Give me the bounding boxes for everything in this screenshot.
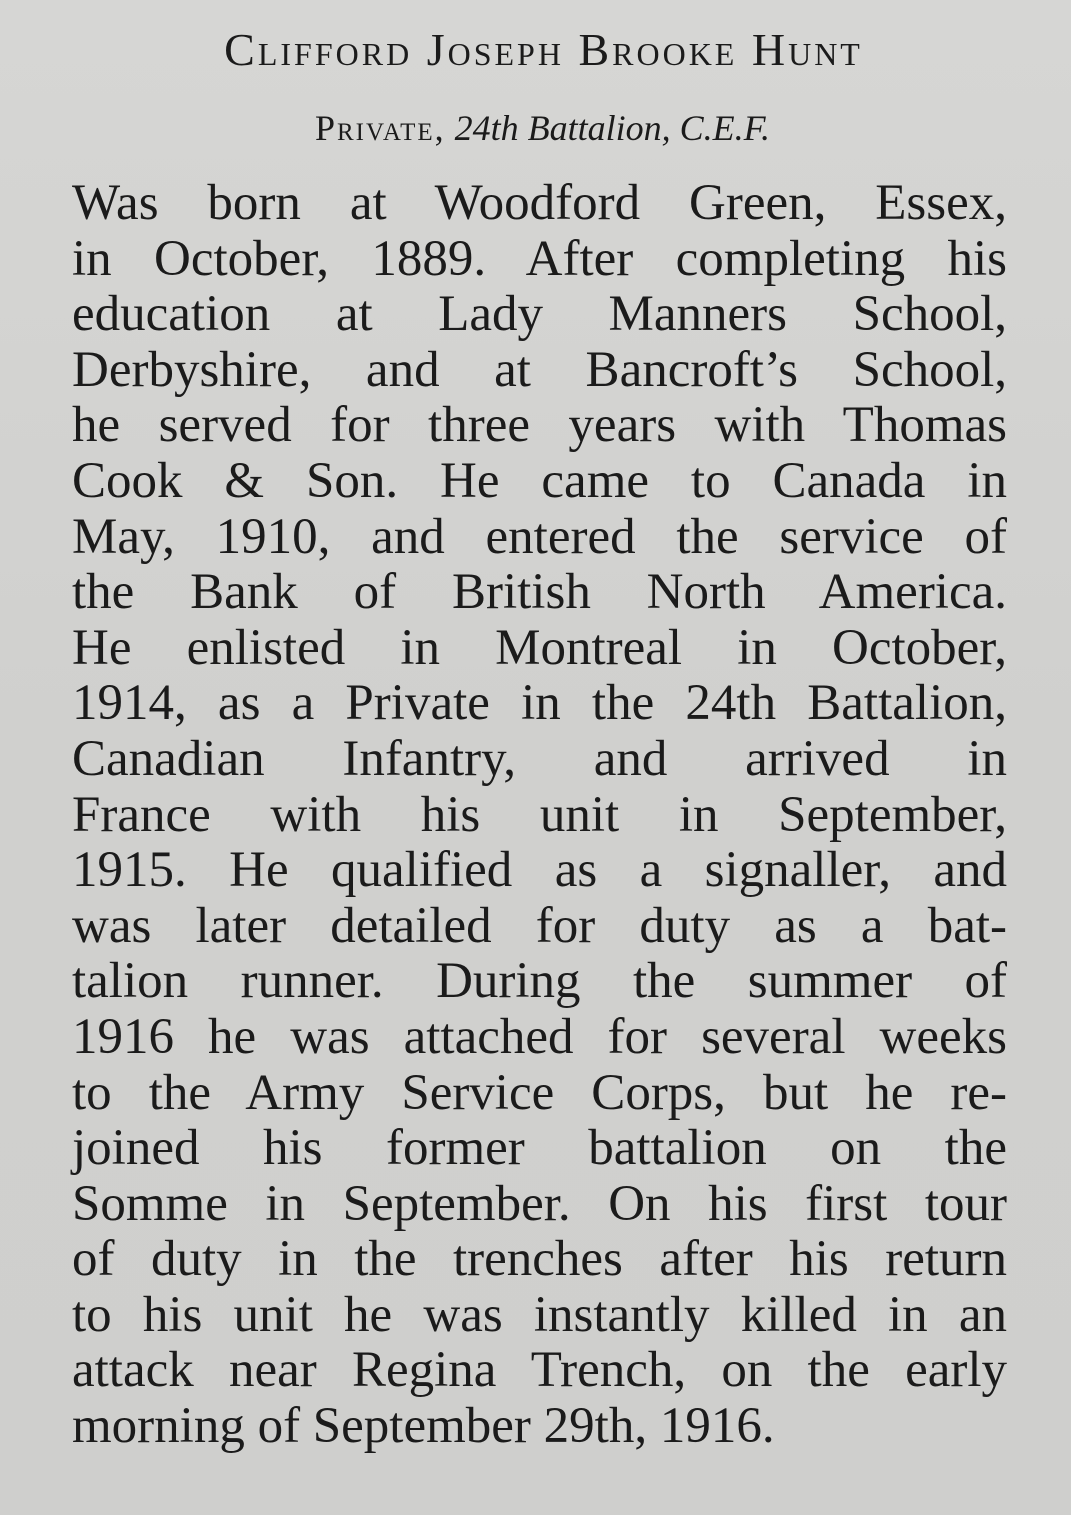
text-line: education at Lady Manners School, [72,286,1007,343]
text-line: in October, 1889. After completing his [72,230,1007,287]
rank-unit-line [72,104,1007,152]
text-line: Derbyshire, and at Bancroft’s School, [72,341,1007,398]
text-line: France with his unit in September, [72,786,1007,843]
text-line: of duty in the trenches after his return [72,1231,1007,1288]
text-line: joined his former battalion on the [72,1120,1007,1177]
unit-label: 24th Battalion, C.E.F. [454,108,771,148]
person-name-heading: Clifford Joseph Brooke Hunt [224,24,863,75]
rank-label: Private, [314,108,446,148]
text-line: 1915. He qualified as a signaller, and [72,842,1007,899]
text-line: Cook & Son. He came to Canada in [72,452,1007,509]
text-line: to the Army Service Corps, but he re- [72,1064,1007,1121]
text-line: Somme in September. On his first tour [72,1175,1007,1232]
text-line: attack near Regina Trench, on the early [72,1342,1007,1399]
text-line: May, 1910, and entered the service of [72,508,1007,565]
text-line: Was born at Woodford Green, Essex, [72,175,1007,231]
text-line: he served for three years with Thomas [72,397,1007,454]
text-line: the Bank of British North America. [72,564,1007,621]
text-line: Canadian Infantry, and arrived in [72,730,1007,787]
text-line: He enlisted in Montreal in October, [72,619,1007,676]
text-line: was later detailed for duty as a bat- [72,897,1007,954]
text-line: morning of September 29th, 1916. [72,1398,775,1455]
text-line: 1914, as a Private in the 24th Battalion, [72,675,1007,732]
biography-text [72,176,1007,1455]
text-line: 1916 he was attached for several weeks [72,1008,1007,1065]
text-line: talion runner. During the summer of [72,953,1007,1010]
text-line: to his unit he was instantly killed in an [72,1286,1007,1343]
